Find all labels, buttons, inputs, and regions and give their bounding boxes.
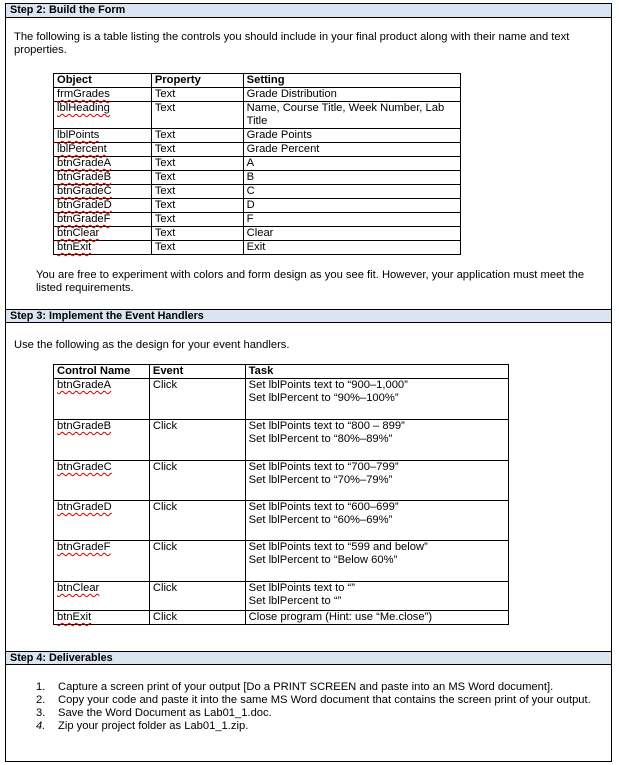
task-line: Set lblPercent to “90%–100%” [248, 392, 399, 404]
cell-object: btnExit [54, 241, 152, 255]
column-header: Property [151, 74, 243, 88]
cell-setting: C [243, 185, 460, 199]
list-item [36, 681, 596, 694]
table-row [54, 199, 461, 213]
list-number: 2. [36, 694, 46, 706]
list-number: 4. [36, 720, 46, 732]
cell-setting: F [243, 213, 460, 227]
cell-setting: B [243, 171, 460, 185]
step2-outro: You are free to experiment with colors and form design as you see fit. However, your application must meet the listed requirements. [36, 269, 585, 294]
cell-control: btnGradeC [54, 461, 150, 501]
task-line: Set lblPercent to “60%–69%” [248, 514, 393, 526]
cell-property: Text [151, 143, 243, 157]
table-row [54, 129, 461, 143]
list-text: Capture a screen print of your output [Do a PRINT SCREEN and paste into an MS Word document]. [58, 681, 554, 693]
cell-event: Click [149, 582, 245, 611]
task-line: Set lblPercent to “80%–89%” [248, 433, 393, 445]
cell-task [245, 611, 508, 625]
cell-task [245, 501, 508, 541]
task-line: Set lblPercent to “Below 60%” [248, 554, 398, 566]
cell-event: Click [149, 379, 245, 420]
cell-control: btnClear [54, 582, 150, 611]
cell-object: frmGrades [54, 88, 152, 102]
cell-control: btnExit [54, 611, 150, 625]
cell-control: btnGradeA [54, 379, 150, 420]
cell-control: btnGradeD [54, 501, 150, 541]
step3-intro: Use the following as the design for your event handlers. [14, 339, 290, 351]
cell-property: Text [151, 227, 243, 241]
cell-setting: Grade Percent [243, 143, 460, 157]
column-header: Event [149, 365, 245, 379]
cell-property: Text [151, 129, 243, 143]
cell-object: btnGradeD [54, 199, 152, 213]
cell-event: Click [149, 541, 245, 582]
deliverables-list [36, 681, 596, 733]
cell-property: Text [151, 157, 243, 171]
list-item [36, 707, 596, 720]
table-row [54, 582, 509, 611]
task-line: Set lblPoints text to “” [248, 582, 355, 594]
cell-object: btnGradeC [54, 185, 152, 199]
table-header-row [54, 365, 509, 379]
table-row [54, 171, 461, 185]
table-row [54, 611, 509, 625]
table-row [54, 379, 509, 420]
cell-property: Text [151, 185, 243, 199]
cell-setting: Name, Course Title, Week Number, Lab Title [243, 102, 460, 129]
cell-event: Click [149, 611, 245, 625]
cell-setting: Exit [243, 241, 460, 255]
cell-task [245, 541, 508, 582]
list-number: 1. [36, 681, 46, 693]
task-line: Set lblPercent to “” [248, 595, 342, 607]
step4-heading: Step 4: Deliverables [6, 651, 611, 665]
list-text: Copy your code and paste it into the same MS Word document that contains the screen print of your output. [58, 694, 591, 706]
column-header: Setting [243, 74, 460, 88]
column-header: Task [245, 365, 508, 379]
document-frame [5, 3, 612, 762]
table-row [54, 501, 509, 541]
cell-control: btnGradeB [54, 420, 150, 461]
cell-event: Click [149, 420, 245, 461]
cell-object: lblPercent [54, 143, 152, 157]
cell-property: Text [151, 102, 243, 129]
list-item [36, 720, 596, 733]
table-row [54, 241, 461, 255]
cell-setting: A [243, 157, 460, 171]
list-text: Zip your project folder as Lab01_1.zip. [58, 720, 249, 732]
cell-task [245, 420, 508, 461]
cell-event: Click [149, 461, 245, 501]
table-row [54, 461, 509, 501]
cell-property: Text [151, 88, 243, 102]
table-row [54, 185, 461, 199]
cell-setting: Clear [243, 227, 460, 241]
list-item [36, 694, 596, 707]
table-row [54, 227, 461, 241]
cell-object: btnGradeA [54, 157, 152, 171]
step2-heading: Step 2: Build the Form [6, 4, 611, 18]
cell-event: Click [149, 501, 245, 541]
cell-property: Text [151, 171, 243, 185]
table-row [54, 102, 461, 129]
task-line: Close program (Hint: use “Me.close”) [248, 611, 433, 623]
task-line: Set lblPoints text to “599 and below” [248, 541, 428, 553]
task-line: Set lblPercent to “70%–79%” [248, 474, 393, 486]
step2-intro: The following is a table listing the controls you should include in your final product along with their name and text properties. [14, 31, 570, 56]
table-row [54, 420, 509, 461]
table-row [54, 157, 461, 171]
controls-table [53, 73, 461, 255]
column-header: Control Name [54, 365, 150, 379]
cell-property: Text [151, 213, 243, 227]
task-line: Set lblPoints text to “600–699” [248, 501, 399, 513]
cell-object: btnGradeF [54, 213, 152, 227]
cell-object: lblHeading [54, 102, 152, 129]
table-row [54, 143, 461, 157]
cell-setting: D [243, 199, 460, 213]
task-line: Set lblPoints text to “800 – 899” [248, 420, 405, 432]
cell-property: Text [151, 199, 243, 213]
cell-task [245, 582, 508, 611]
table-header-row [54, 74, 461, 88]
cell-object: btnClear [54, 227, 152, 241]
cell-setting: Grade Distribution [243, 88, 460, 102]
task-line: Set lblPoints text to “700–799” [248, 461, 399, 473]
cell-setting: Grade Points [243, 129, 460, 143]
cell-object: btnGradeB [54, 171, 152, 185]
table-row [54, 88, 461, 102]
list-text: Save the Word Document as Lab01_1.doc. [58, 707, 272, 719]
step3-heading: Step 3: Implement the Event Handlers [6, 309, 611, 323]
cell-property: Text [151, 241, 243, 255]
cell-task [245, 461, 508, 501]
table-row [54, 213, 461, 227]
event-handlers-table [53, 364, 509, 625]
cell-task [245, 379, 508, 420]
task-line: Set lblPoints text to “900–1,000” [248, 379, 408, 391]
table-row [54, 541, 509, 582]
cell-object: lblPoints [54, 129, 152, 143]
cell-control: btnGradeF [54, 541, 150, 582]
list-number: 3. [36, 707, 46, 719]
column-header: Object [54, 74, 152, 88]
